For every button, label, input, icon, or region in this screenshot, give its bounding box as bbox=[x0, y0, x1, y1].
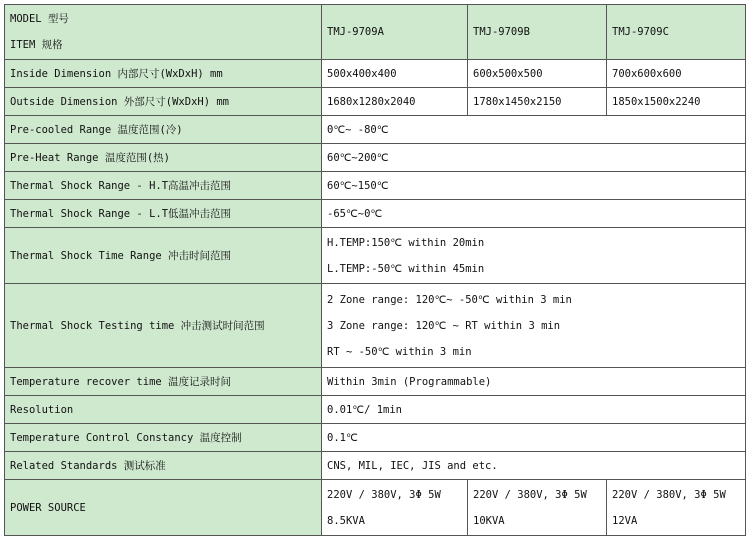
table-row bbox=[5, 228, 746, 284]
table-row bbox=[5, 144, 746, 172]
table-row bbox=[5, 172, 746, 200]
power-source-b-capacity: 10KVA bbox=[473, 514, 505, 527]
precooled-range-label: Pre-cooled Range 温度范围(冷) bbox=[5, 116, 322, 144]
power-source-label: POWER SOURCE bbox=[5, 480, 322, 536]
power-source-c-voltage: 220V / 380V, 3Φ 5W bbox=[612, 488, 726, 501]
outside-dimension-a: 1680x1280x2040 bbox=[322, 88, 468, 116]
outside-dimension-b: 1780x1450x2150 bbox=[468, 88, 607, 116]
two-zone-line: 2 Zone range: 120℃~ -50℃ within 3 min bbox=[327, 293, 572, 306]
standards-value: CNS, MIL, IEC, JIS and etc. bbox=[322, 452, 746, 480]
table-row bbox=[5, 88, 746, 116]
shock-time-range-label: Thermal Shock Time Range 冲击时间范围 bbox=[5, 228, 322, 284]
power-source-a-capacity: 8.5KVA bbox=[327, 514, 365, 527]
resolution-label: Resolution bbox=[5, 396, 322, 424]
table-row bbox=[5, 368, 746, 396]
shock-range-lt-label: Thermal Shock Range - L.T低温冲击范围 bbox=[5, 200, 322, 228]
standards-label: Related Standards 测试标准 bbox=[5, 452, 322, 480]
table-row bbox=[5, 452, 746, 480]
power-source-b bbox=[468, 480, 607, 536]
shock-testing-time-label: Thermal Shock Testing time 冲击测试时间范围 bbox=[5, 284, 322, 368]
header-label-cell bbox=[5, 5, 322, 60]
power-source-a bbox=[322, 480, 468, 536]
three-zone-line: 3 Zone range: 120℃ ~ RT within 3 min bbox=[327, 319, 561, 332]
inside-dimension-b: 600x500x500 bbox=[468, 60, 607, 88]
power-source-c-capacity: 12VA bbox=[612, 514, 638, 527]
table-row bbox=[5, 396, 746, 424]
model-b-header: TMJ-9709B bbox=[468, 5, 607, 60]
inside-dimension-label: Inside Dimension 内部尺寸(WxDxH) mm bbox=[5, 60, 322, 88]
shock-range-ht-value: 60℃~150℃ bbox=[322, 172, 746, 200]
item-label: ITEM 规格 bbox=[10, 39, 63, 51]
resolution-value: 0.01℃/ 1min bbox=[322, 396, 746, 424]
shock-time-low-line: L.TEMP:-50℃ within 45min bbox=[327, 262, 485, 275]
inside-dimension-a: 500x400x400 bbox=[322, 60, 468, 88]
table-row bbox=[5, 200, 746, 228]
control-constancy-label: Temperature Control Constancy 温度控制 bbox=[5, 424, 322, 452]
preheat-range-value: 60℃~200℃ bbox=[322, 144, 746, 172]
power-source-c bbox=[607, 480, 746, 536]
recover-time-label: Temperature recover time 温度记录时间 bbox=[5, 368, 322, 396]
header-row bbox=[5, 5, 746, 60]
outside-dimension-label: Outside Dimension 外部尺寸(WxDxH) mm bbox=[5, 88, 322, 116]
precooled-range-value: 0℃~ -80℃ bbox=[322, 116, 746, 144]
shock-time-range-value bbox=[322, 228, 746, 284]
model-a-header: TMJ-9709A bbox=[322, 5, 468, 60]
table-row bbox=[5, 116, 746, 144]
model-c-header: TMJ-9709C bbox=[607, 5, 746, 60]
preheat-range-label: Pre-Heat Range 温度范围(热) bbox=[5, 144, 322, 172]
shock-time-high-line: H.TEMP:150℃ within 20min bbox=[327, 236, 485, 249]
outside-dimension-c: 1850x1500x2240 bbox=[607, 88, 746, 116]
model-label: MODEL 型号 bbox=[10, 13, 69, 25]
spec-table bbox=[4, 4, 746, 536]
recover-time-value: Within 3min (Programmable) bbox=[322, 368, 746, 396]
shock-testing-time-value bbox=[322, 284, 746, 368]
power-source-b-voltage: 220V / 380V, 3Φ 5W bbox=[473, 488, 587, 501]
table-row bbox=[5, 480, 746, 536]
control-constancy-value: 0.1℃ bbox=[322, 424, 746, 452]
rt-line: RT ~ -50℃ within 3 min bbox=[327, 345, 472, 358]
shock-range-ht-label: Thermal Shock Range - H.T高温冲击范围 bbox=[5, 172, 322, 200]
table-row bbox=[5, 60, 746, 88]
inside-dimension-c: 700x600x600 bbox=[607, 60, 746, 88]
table-row bbox=[5, 284, 746, 368]
shock-range-lt-value: -65℃~0℃ bbox=[322, 200, 746, 228]
table-row bbox=[5, 424, 746, 452]
power-source-a-voltage: 220V / 380V, 3Φ 5W bbox=[327, 488, 441, 501]
